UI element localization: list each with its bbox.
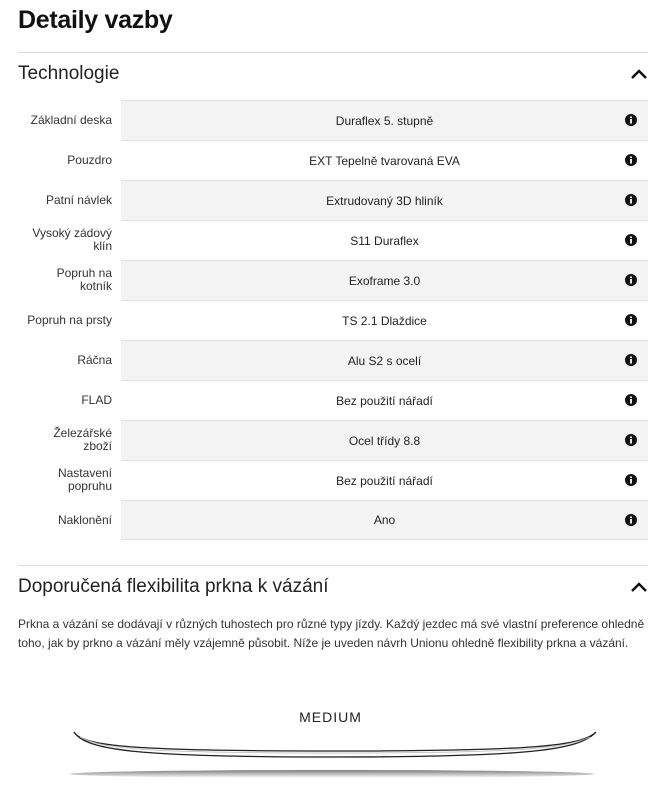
spec-value-cell bbox=[121, 180, 648, 220]
section-title: Technologie bbox=[18, 63, 120, 84]
info-icon[interactable] bbox=[625, 234, 637, 246]
info-icon[interactable] bbox=[625, 354, 637, 366]
spec-label: Popruh na kotník bbox=[56, 266, 112, 293]
spec-label-cell bbox=[18, 100, 121, 140]
spec-label-cell bbox=[18, 220, 121, 260]
spec-label: Základní deska bbox=[30, 112, 112, 127]
technology-section-header[interactable] bbox=[18, 59, 648, 89]
spec-value: Extrudovaný 3D hliník bbox=[326, 193, 443, 208]
spec-value-cell bbox=[121, 100, 648, 140]
chevron-up-icon bbox=[630, 581, 648, 593]
spec-value: TS 2.1 Dlaždice bbox=[342, 313, 427, 328]
spec-label: Vysoký zádový klín bbox=[32, 226, 112, 253]
info-icon[interactable] bbox=[625, 114, 637, 126]
section-title: Doporučená flexibilita prkna k vázání bbox=[18, 576, 329, 597]
spec-row bbox=[18, 460, 648, 500]
spec-label: Naklonění bbox=[57, 512, 112, 527]
spec-value-cell bbox=[121, 500, 648, 540]
spec-value: S11 Duraflex bbox=[350, 233, 419, 248]
page-title: Detaily vazby bbox=[18, 6, 173, 34]
spec-label-cell bbox=[18, 300, 121, 340]
spec-row bbox=[18, 420, 648, 460]
info-icon[interactable] bbox=[625, 434, 637, 446]
spec-value: Bez použití nářadí bbox=[336, 473, 433, 488]
spec-value-cell bbox=[121, 380, 648, 420]
spec-label-cell bbox=[18, 140, 121, 180]
spec-row bbox=[18, 260, 648, 300]
spec-label-cell bbox=[18, 420, 121, 460]
spec-label-cell bbox=[18, 500, 121, 540]
spec-value-cell bbox=[121, 340, 648, 380]
flex-level-label: MEDIUM bbox=[299, 709, 362, 725]
spec-label-cell bbox=[18, 460, 121, 500]
info-icon[interactable] bbox=[625, 394, 637, 406]
spec-row bbox=[18, 100, 648, 140]
info-icon[interactable] bbox=[625, 194, 637, 206]
spec-row bbox=[18, 220, 648, 260]
spec-label-cell bbox=[18, 340, 121, 380]
spec-value-cell bbox=[121, 460, 648, 500]
info-icon[interactable] bbox=[625, 274, 637, 286]
spec-label: FLAD bbox=[81, 392, 112, 407]
info-icon[interactable] bbox=[625, 154, 637, 166]
spec-value-cell bbox=[121, 140, 648, 180]
chevron-up-icon bbox=[630, 68, 648, 80]
spec-value: Duraflex 5. stupně bbox=[335, 113, 434, 128]
spec-value-cell bbox=[121, 220, 648, 260]
spec-value-cell bbox=[121, 260, 648, 300]
snowboard-flex-illustration bbox=[60, 724, 605, 784]
spec-row bbox=[18, 340, 648, 380]
spec-row bbox=[18, 180, 648, 220]
info-icon[interactable] bbox=[625, 514, 637, 526]
divider bbox=[18, 565, 648, 566]
board-shadow bbox=[70, 770, 594, 778]
spec-label: Patní návlek bbox=[45, 192, 112, 207]
spec-row bbox=[18, 300, 648, 340]
spec-value: Ano bbox=[373, 513, 396, 527]
spec-label: Železářské zboží bbox=[53, 426, 112, 453]
spec-label: Ráčna bbox=[77, 352, 112, 367]
spec-label-cell bbox=[18, 260, 121, 300]
spec-value: Exoframe 3.0 bbox=[348, 273, 421, 288]
flex-section-header[interactable] bbox=[18, 572, 648, 602]
spec-table bbox=[18, 100, 648, 540]
spec-value-cell bbox=[121, 420, 648, 460]
spec-row bbox=[18, 500, 648, 540]
spec-label: Nastavení popruhu bbox=[57, 466, 112, 493]
spec-value: EXT Tepelně tvarovaná EVA bbox=[309, 153, 460, 168]
spec-value: Ocel třídy 8.8 bbox=[348, 433, 421, 448]
spec-value-cell bbox=[121, 300, 648, 340]
spec-row bbox=[18, 380, 648, 420]
spec-label-cell bbox=[18, 180, 121, 220]
spec-label-cell bbox=[18, 380, 121, 420]
info-icon[interactable] bbox=[625, 474, 637, 486]
spec-value: Bez použití nářadí bbox=[336, 393, 433, 408]
spec-row bbox=[18, 140, 648, 180]
spec-label: Popruh na prsty bbox=[27, 312, 112, 327]
info-icon[interactable] bbox=[625, 314, 637, 326]
spec-value: Alu S2 s ocelí bbox=[347, 353, 422, 368]
spec-label: Pouzdro bbox=[67, 152, 112, 167]
divider bbox=[18, 52, 648, 53]
flex-description: Prkna a vázání se dodávají v různých tuhostech pro různé typy jízdy. Každý jezdec má své vlastní preference ohledně toho, jak by prkno a vázání měly vzájemně působit. Níže je uveden návrh Unionu ohledně flexibility prkna a vázání. bbox=[18, 617, 645, 650]
